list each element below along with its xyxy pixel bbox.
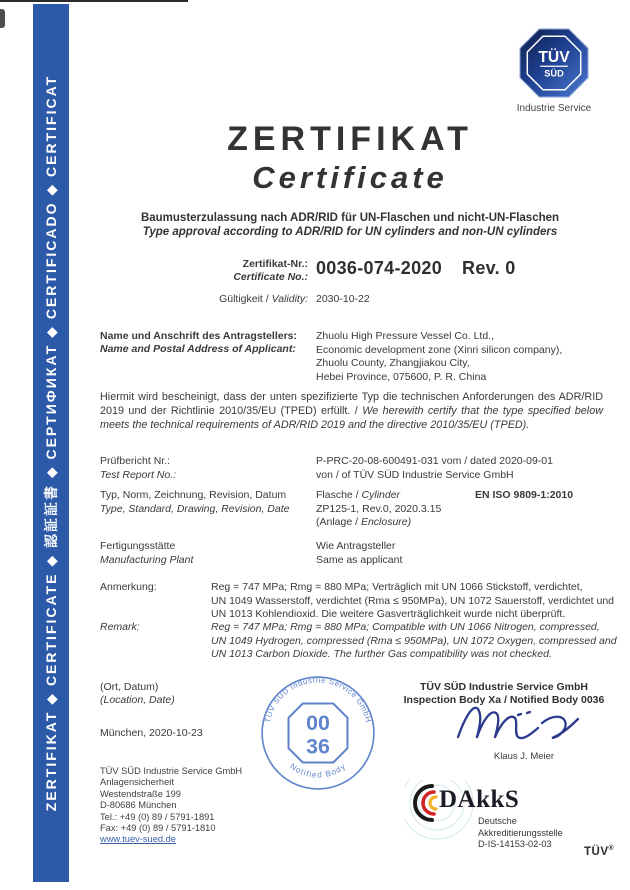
remark-line: Reg = 747 MPa; Rmg = 880 MPa; Verträglich mit UN 1066 Stickstoff, verdichtet, — [211, 581, 583, 593]
logo-sud-text: SÜD — [544, 68, 564, 79]
subtitle-german: Baumusterzulassung nach ADR/RID für UN-Flaschen und nicht-UN-Flaschen — [140, 212, 560, 224]
drawing-reference: ZP125-1, Rev.0, 2020.3.15 — [316, 502, 442, 515]
website-link[interactable]: www.tuev-sued.de — [100, 834, 176, 845]
standard-reference: EN ISO 9809-1:2010 — [475, 489, 574, 501]
footer-line: TÜV SÜD Industrie Service GmbH — [100, 766, 243, 776]
dakks-logo — [405, 780, 605, 860]
plant-label: Fertigungsstätte Manufacturing Plant — [100, 540, 194, 566]
logo-tuv-text: TÜV — [538, 49, 570, 67]
certification-statement — [100, 391, 603, 433]
validity-label: Gültigkeit / Validity: — [219, 293, 308, 305]
plant-value: Wie Antragsteller Same as applicant — [316, 540, 403, 566]
remark-label-german: Anmerkung: — [100, 581, 157, 593]
certificate-number-value — [316, 258, 516, 279]
remark-line: UN 1049 Wasserstoff, verdichtet (Rma ≤ 950MPa), UN 1072 Sauerstoff, verdichtet und — [211, 594, 615, 607]
stamp-arc-top-text: TÜV SÜD Industrie Service GmbH — [262, 675, 374, 724]
signer-name: Klaus J. Meier — [493, 751, 555, 762]
footer-line: Fax: +49 (0) 89 / 5791-1810 — [100, 823, 216, 834]
certificate-revision: Rev. 0 — [462, 258, 516, 278]
test-report-label: Prüfbericht Nr.: Test Report No.: — [100, 455, 177, 481]
certificate-number: 0036-074-2020 — [316, 258, 443, 278]
remark-label-english: Remark: — [100, 621, 140, 633]
subtitle-block — [70, 212, 630, 239]
stamp-number-bottom: 36 — [306, 734, 330, 759]
statement-german: Hiermit wird bescheinigt, dass der unten spezifizierte Typ die technischen Anforderungen des ADR/RID 2019 und der Richtlinie 2010/35/EU (TPED) erfüllt. / — [100, 391, 603, 417]
applicant-line: Zhuolu High Pressure Vessel Co. Ltd., — [316, 330, 495, 342]
page-title-german: ZERTIFIKAT — [227, 120, 473, 158]
dakks-caption: Deutsche Akkreditierungsstelle D-IS-14153-02-03 — [478, 816, 563, 850]
test-report-value — [316, 455, 553, 482]
tuv-sued-logo — [498, 28, 610, 114]
type-row-value: Flasche / Cylinder ZP125-1, Rev.0, 2020.3.15 (Anlage / Enclosure) — [316, 489, 442, 528]
page-title-english: Certificate — [252, 160, 448, 195]
applicant-label: Name und Anschrift des Antragstellers: Name and Postal Address of Applicant: — [100, 330, 298, 355]
remark-english — [211, 621, 617, 662]
applicant-address — [316, 330, 562, 384]
validity-value: 2030-10-22 — [316, 293, 370, 305]
signature — [452, 697, 602, 743]
applicant-line: Zhuolu County, Zhangjiakou City, — [316, 357, 470, 369]
footer-address — [100, 766, 242, 846]
applicant-line: Economic development zone (Xinri silicon company), — [316, 343, 563, 356]
test-report-line: P-PRC-20-08-600491-031 vom / dated 2020-09-01 — [316, 455, 553, 467]
remark-german — [211, 581, 614, 622]
remark-line: UN 1013 Carbon Dioxide. The further Gas compatibility was not checked. — [211, 648, 552, 660]
footer-line: Tel.: +49 (0) 89 / 5791-1891 — [100, 811, 215, 822]
certificate-number-label: Zertifikat-Nr.: Certificate No.: — [233, 258, 308, 283]
stamp-arc-bottom-text: Notified Body — [288, 761, 348, 780]
logo-caption: Industrie Service — [516, 103, 592, 114]
left-band-multilanguage-text: ZERTIFIKAT ◆ CERTIFICATE ◆ 認証証書 ◆ СЕРТИФИКАТ ◆ CERTIFICADO ◆ CERTIFICAT — [43, 74, 59, 812]
svg-text:Notified Body — [288, 762, 348, 780]
subtitle-english: Type approval according to ADR/RID for UN cylinders and non-UN cylinders — [142, 225, 558, 238]
issuer-block: TÜV SÜD Industrie Service GmbH Inspection Body Xa / Notified Body 0036 — [403, 681, 605, 706]
footer-line: Westendstraße 199 — [100, 788, 181, 799]
remark-line: UN 1049 Hydrogen, compressed (Rma ≤ 950MPa), UN 1072 Oxygen, compressed and — [211, 634, 617, 647]
remark-line: Reg = 747 MPa; Rmg = 880 MPa; Compatible with UN 1066 Nitrogen, compressed, — [211, 621, 600, 633]
remark-line: UN 1013 Kohlendioxid. Die weitere Gasverträglichkeit wurde nicht überprüft. — [211, 608, 566, 620]
statement-english: We herewith certify that the type specified below meets the technical requirements of ADR/RID 2019 and the directive 2010/35/EU (TPED). — [100, 404, 604, 431]
tuv-sued-octagon-icon — [519, 28, 589, 98]
dakks-wordmark: DAkkS — [439, 786, 520, 813]
notified-body-stamp — [257, 672, 379, 794]
applicant-line: Hebei Province, 075600, P. R. China — [316, 370, 487, 383]
place-date-label: (Ort, Datum) (Location, Date) — [100, 681, 175, 706]
footer-line: D-80686 München — [100, 800, 177, 811]
type-row-label: Typ, Norm, Zeichnung, Revision, Datum Type, Standard, Drawing, Revision, Date — [100, 489, 290, 515]
tuv-registered-mark: TÜV® — [584, 845, 615, 858]
scan-artifact — [0, 9, 5, 28]
footer-line: Anlagensicherheit — [100, 777, 174, 788]
signature-line — [0, 0, 188, 2]
place-date-value: München, 2020-10-23 — [100, 727, 203, 739]
stamp-number-top: 00 — [306, 710, 330, 735]
test-report-line: von / of TÜV SÜD Industrie Service GmbH — [316, 468, 514, 481]
